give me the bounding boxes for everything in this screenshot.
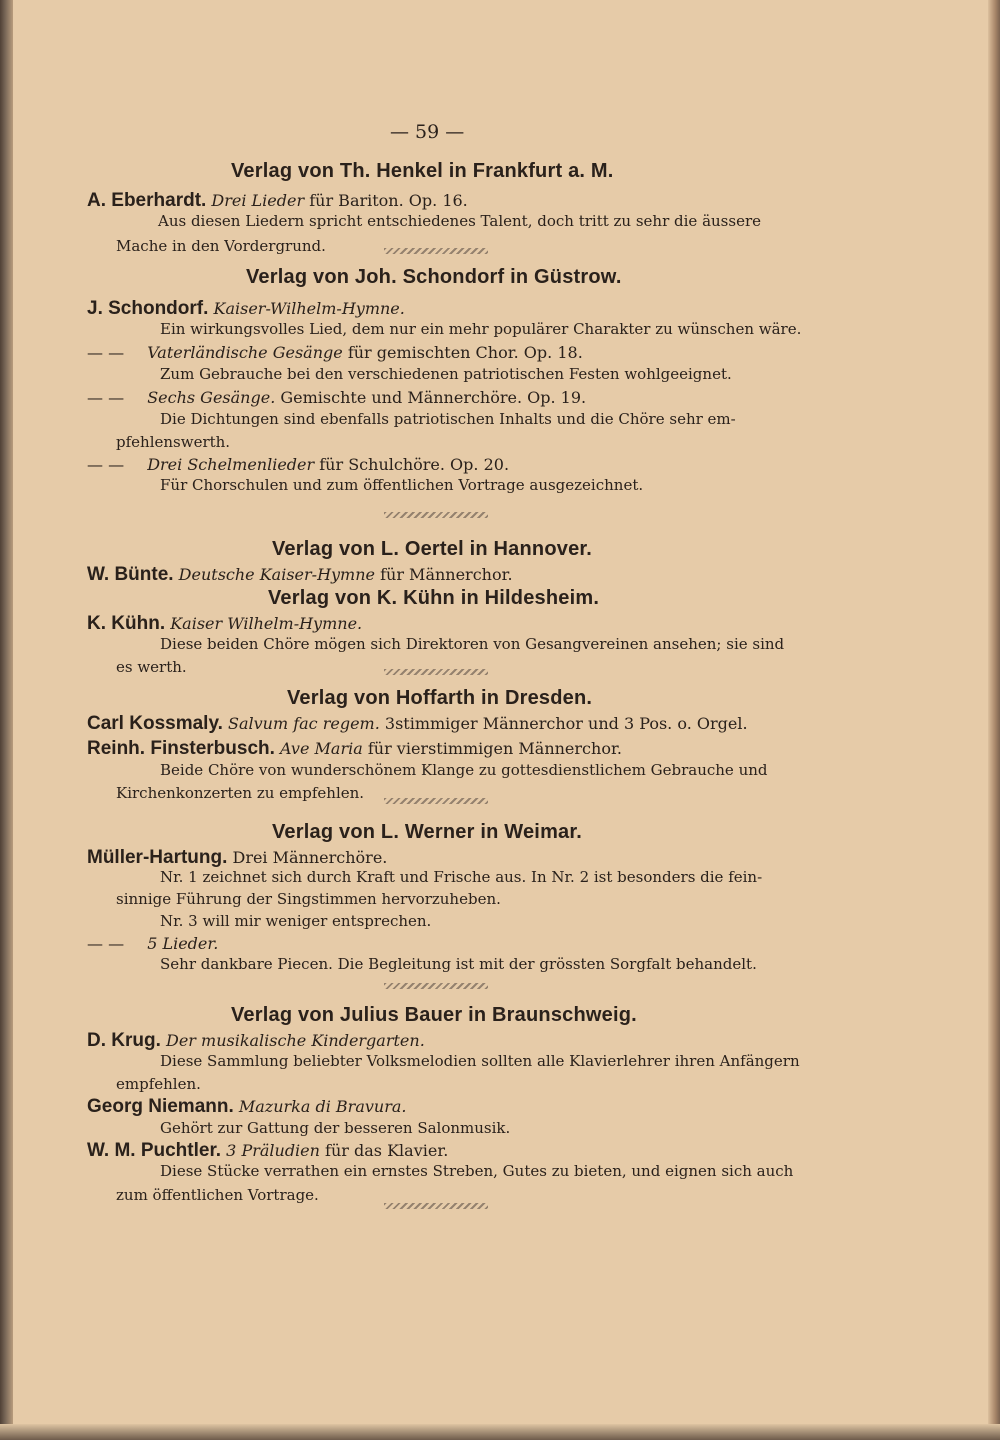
page-number: — 59 — xyxy=(390,121,465,143)
ornament-divider xyxy=(384,1203,488,1209)
ditto-dash: — — xyxy=(87,934,125,953)
entry-buente xyxy=(87,564,513,587)
ornament-divider xyxy=(384,798,488,804)
review-line: sinnige Führung der Singstimmen hervorzuheben. xyxy=(116,890,501,908)
review-line: Gehört zur Gattung der besseren Salonmusik. xyxy=(160,1119,511,1137)
review-line: Für Chorschulen und zum öffentlichen Vortrage ausgezeichnet. xyxy=(160,476,644,494)
entry-detail: für vierstimmigen Männerchor. xyxy=(367,739,622,758)
review-line: Zum Gebrauche bei den verschiedenen patriotischen Festen wohlgeeignet. xyxy=(160,365,732,383)
review-line: Nr. 1 zeichnet sich durch Kraft und Frische aus. In Nr. 2 ist besonders die fein- xyxy=(160,868,763,886)
section-header-hoffarth: Verlag von Hoffarth in Dresden. xyxy=(287,687,593,709)
entry-title: Kaiser-Wilhelm-Hymne. xyxy=(213,299,405,318)
entry-detail: für Männerchor. xyxy=(380,565,513,584)
entry-title: Drei Lieder xyxy=(211,191,305,210)
section-header-kuehn: Verlag von K. Kühn in Hildesheim. xyxy=(268,587,600,609)
review-line: empfehlen. xyxy=(116,1075,201,1093)
page-bottom-edge xyxy=(0,1424,1000,1440)
review-line: Nr. 3 will mir weniger entsprechen. xyxy=(160,912,432,930)
review-line: Diese beiden Chöre mögen sich Direktoren von Gesangvereinen ansehen; sie sind xyxy=(160,635,785,653)
entry-schelmenlieder xyxy=(87,455,509,474)
section-header-schondorf: Verlag von Joh. Schondorf in Güstrow. xyxy=(246,266,622,288)
entry-puchtler xyxy=(87,1140,448,1163)
entry-finsterbusch xyxy=(87,738,622,761)
review-line: Mache in den Vordergrund. xyxy=(116,237,326,255)
entry-title: 5 Lieder. xyxy=(147,934,219,953)
entry-detail: 3stimmiger Männerchor und 3 Pos. o. Orgel. xyxy=(384,714,748,733)
review-line: Diese Stücke verrathen ein ernstes Streben, Gutes zu bieten, und eignen sich auch xyxy=(160,1162,794,1180)
entry-author: Reinh. Finsterbusch. xyxy=(87,738,275,759)
entry-vaterlaendische-gesaenge xyxy=(87,343,583,362)
entry-kuehn xyxy=(87,613,362,636)
entry-author: D. Krug. xyxy=(87,1030,161,1051)
section-header-werner: Verlag von L. Werner in Weimar. xyxy=(272,821,583,843)
ditto-dash: — — xyxy=(87,455,125,474)
entry-title: Ave Maria xyxy=(280,739,363,758)
section-header-henkel: Verlag von Th. Henkel in Frankfurt a. M. xyxy=(231,160,614,182)
ornament-divider xyxy=(384,248,488,254)
review-line: Aus diesen Liedern spricht entschiedenes Talent, doch tritt zu sehr die äussere xyxy=(158,212,761,230)
entry-niemann xyxy=(87,1096,406,1119)
entry-title: Drei Schelmenlieder xyxy=(147,455,315,474)
entry-title: Salvum fac regem. xyxy=(227,714,380,733)
entry-krug xyxy=(87,1030,425,1053)
entry-detail: für gemischten Chor. Op. 18. xyxy=(347,343,583,362)
entry-title: Der musikalische Kindergarten. xyxy=(165,1031,425,1050)
review-line: Sehr dankbare Piecen. Die Begleitung ist mit der grössten Sorgfalt behandelt. xyxy=(160,955,757,973)
review-line: zum öffentlichen Vortrage. xyxy=(116,1186,319,1204)
entry-eberhardt xyxy=(87,190,468,213)
entry-title: Kaiser Wilhelm-Hymne. xyxy=(170,614,363,633)
section-header-oertel: Verlag von L. Oertel in Hannover. xyxy=(272,538,593,560)
entry-title: Deutsche Kaiser-Hymne xyxy=(178,565,375,584)
entry-author: Carl Kossmaly. xyxy=(87,713,223,734)
review-line: pfehlenswerth. xyxy=(116,433,231,451)
entry-author: Georg Niemann. xyxy=(87,1096,234,1117)
entry-author: K. Kühn. xyxy=(87,613,166,634)
entry-detail: Gemischte und Männerchöre. Op. 19. xyxy=(280,388,587,407)
page-left-edge xyxy=(0,0,13,1440)
page-right-edge xyxy=(988,0,1000,1440)
entry-title: Mazurka di Bravura. xyxy=(238,1097,407,1116)
entry-author: W. M. Puchtler. xyxy=(87,1140,222,1161)
entry-detail: Drei Männerchöre. xyxy=(232,848,388,867)
entry-author: W. Bünte. xyxy=(87,564,174,585)
entry-mueller-hartung xyxy=(87,847,387,870)
ornament-divider xyxy=(384,512,488,518)
entry-title: Vaterländische Gesänge xyxy=(147,343,343,362)
entry-sechs-gesaenge xyxy=(87,388,586,407)
entry-title: 3 Präludien xyxy=(226,1141,320,1160)
entry-author: A. Eberhardt. xyxy=(87,190,207,211)
ornament-divider xyxy=(384,669,488,675)
entry-detail: für Bariton. Op. 16. xyxy=(309,191,468,210)
entry-author: Müller-Hartung. xyxy=(87,847,228,868)
entry-detail: für Schulchöre. Op. 20. xyxy=(319,455,510,474)
review-line: Kirchenkonzerten zu empfehlen. xyxy=(116,784,365,802)
entry-5-lieder xyxy=(87,934,218,953)
entry-detail: für das Klavier. xyxy=(325,1141,449,1160)
section-header-bauer: Verlag von Julius Bauer in Braunschweig. xyxy=(231,1004,637,1026)
entry-author: J. Schondorf. xyxy=(87,298,209,319)
review-line: Ein wirkungsvolles Lied, dem nur ein mehr populärer Charakter zu wünschen wäre. xyxy=(160,320,802,338)
ditto-dash: — — xyxy=(87,388,125,407)
entry-title: Sechs Gesänge. xyxy=(147,388,276,407)
ditto-dash: — — xyxy=(87,343,125,362)
review-line: Beide Chöre von wunderschönem Klange zu gottesdienstlichem Gebrauche und xyxy=(160,761,768,779)
ornament-divider xyxy=(384,983,488,989)
review-line: es werth. xyxy=(116,658,187,676)
entry-kossmaly xyxy=(87,713,748,736)
review-line: Die Dichtungen sind ebenfalls patriotischen Inhalts und die Chöre sehr em- xyxy=(160,410,736,428)
entry-schondorf-hymne xyxy=(87,298,405,321)
review-line: Diese Sammlung beliebter Volksmelodien sollten alle Klavierlehrer ihren Anfängern xyxy=(160,1052,800,1070)
